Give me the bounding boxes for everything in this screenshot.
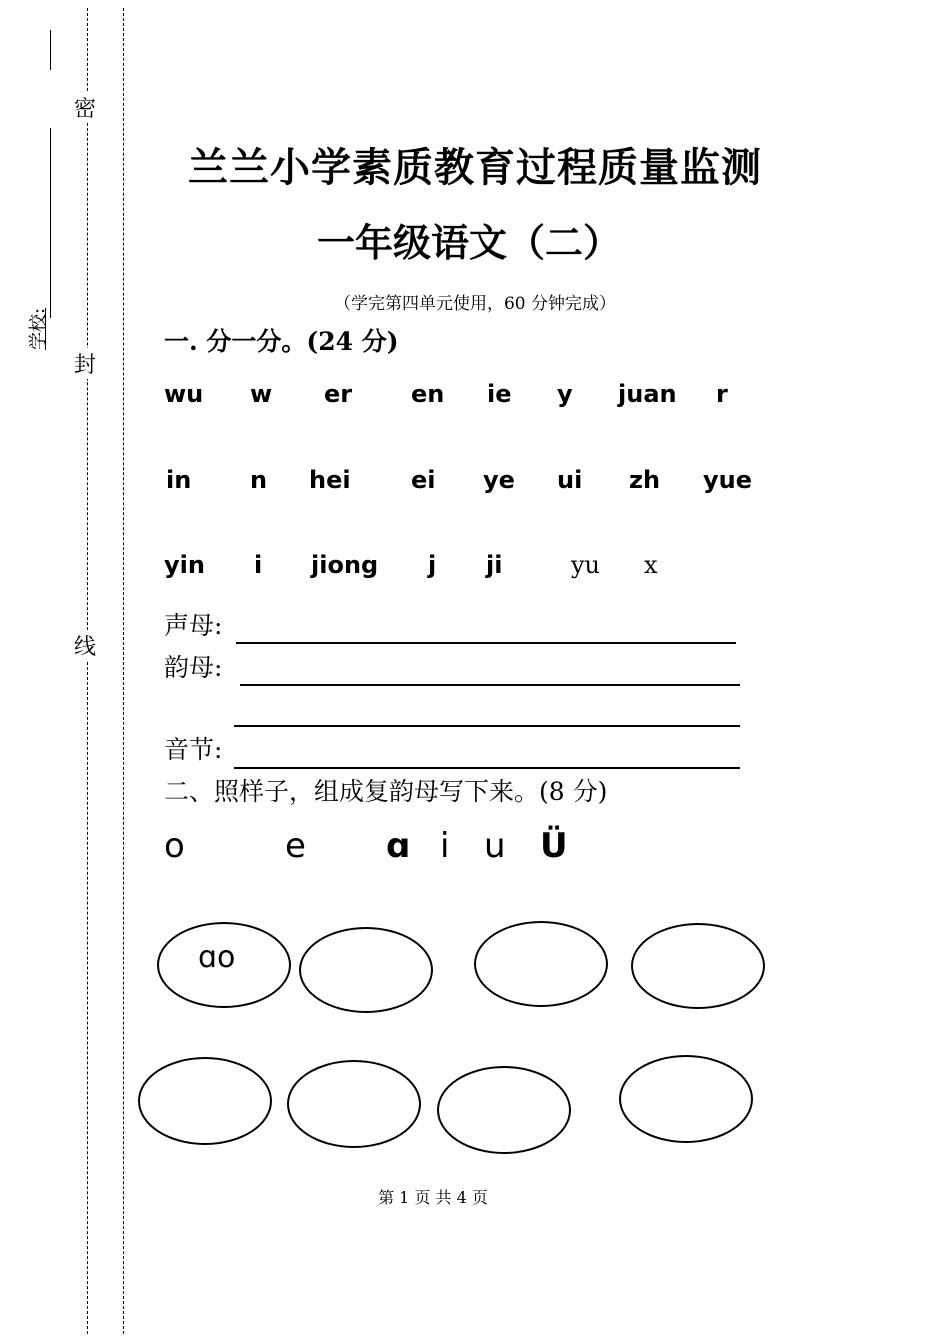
school-label: 学校:	[28, 307, 49, 350]
answer-oval[interactable]	[474, 921, 608, 1007]
initials-label: 声母:	[164, 611, 223, 640]
pinyin-item: en	[411, 380, 445, 408]
pinyin-item: yin	[164, 551, 205, 579]
pinyin-item: hei	[309, 466, 351, 494]
vowel-item: ɑ	[386, 826, 411, 866]
pinyin-item: ui	[557, 466, 583, 494]
pinyin-item: zh	[629, 466, 661, 494]
initials-answer-line[interactable]	[236, 642, 736, 644]
pinyin-item: ei	[411, 466, 436, 494]
finals-answer-line-2[interactable]	[234, 725, 740, 727]
pinyin-item: jiong	[311, 551, 379, 579]
pinyin-item: y	[557, 380, 573, 408]
answer-oval[interactable]	[299, 927, 433, 1013]
vowel-item: e	[285, 826, 306, 866]
answer-oval[interactable]	[619, 1055, 753, 1143]
pinyin-item: juan	[618, 380, 677, 408]
exam-note: （学完第四单元使用，60 分钟完成）	[333, 294, 617, 314]
pinyin-item: n	[250, 466, 268, 494]
pinyin-item: er	[324, 380, 353, 408]
syllables-answer-line[interactable]	[234, 767, 740, 769]
dashed-line-outer	[123, 8, 124, 1334]
vowel-item: o	[164, 826, 185, 866]
pinyin-item: yue	[703, 466, 753, 494]
section2-heading: 二、照样子，组成复韵母写下来。(8 分)	[164, 777, 608, 806]
pinyin-item: w	[250, 380, 273, 408]
pinyin-item: i	[254, 551, 263, 579]
answer-oval[interactable]	[287, 1060, 421, 1148]
seal-char-mi: 密	[74, 92, 96, 123]
seal-char-feng: 封	[74, 348, 96, 379]
example-answer: ɑo	[198, 940, 236, 975]
pinyin-item: ji	[486, 551, 503, 579]
pinyin-item: yu	[571, 551, 601, 579]
vowel-item: i	[440, 826, 450, 866]
seal-char-xian: 线	[74, 630, 96, 661]
vowel-item: u	[484, 826, 506, 866]
pinyin-item: x	[644, 551, 658, 579]
exam-title: 兰兰小学素质教育过程质量监测	[188, 144, 762, 191]
answer-oval[interactable]	[437, 1066, 571, 1154]
pinyin-item: wu	[164, 380, 204, 408]
finals-answer-line[interactable]	[240, 684, 740, 686]
pinyin-item: r	[716, 380, 728, 408]
vowel-item: Ü	[540, 826, 568, 866]
section1-heading: 一. 分一分。(24 分)	[164, 327, 399, 356]
pinyin-item: in	[166, 466, 192, 494]
margin-solid-line-top	[50, 30, 51, 70]
pinyin-item: ye	[483, 466, 515, 494]
dashed-line-inner	[87, 8, 88, 1334]
pinyin-item: ie	[487, 380, 512, 408]
exam-grade-subject: 一年级语文（二）	[316, 220, 621, 265]
pinyin-item: j	[428, 551, 437, 579]
syllables-label: 音节:	[164, 735, 223, 764]
answer-oval[interactable]	[631, 923, 765, 1009]
answer-oval[interactable]	[138, 1057, 272, 1145]
page-number: 第 1 页 共 4 页	[378, 1188, 488, 1207]
finals-label: 韵母:	[164, 653, 223, 682]
